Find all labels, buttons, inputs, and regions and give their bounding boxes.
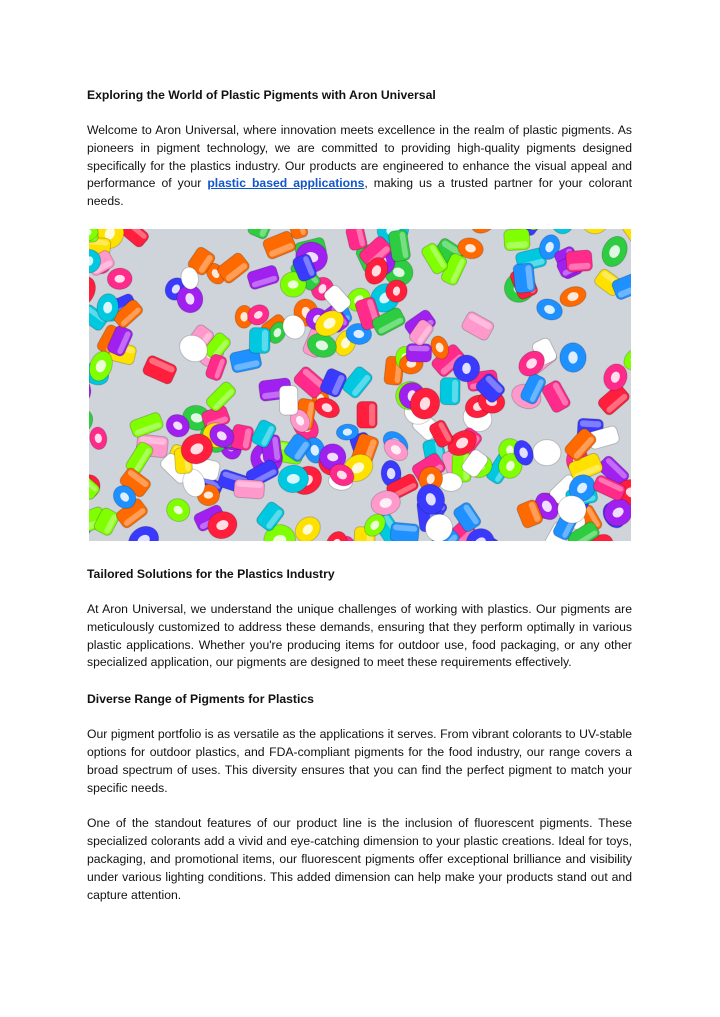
bead — [440, 378, 460, 405]
article-body — [87, 565, 632, 904]
bead — [566, 250, 593, 273]
page-title: Exploring the World of Plastic Pigments with Aron Universal — [87, 88, 436, 102]
document-page — [87, 86, 632, 211]
bead — [390, 522, 420, 541]
intro-paragraph — [87, 122, 632, 211]
plastic-applications-link[interactable]: plastic based applications — [207, 176, 365, 191]
beads-illustration — [89, 229, 631, 541]
section2-paragraph-1: Our pigment portfolio is as versatile as the applications it serves. From vibrant colorants to UV-stable options for outdoor plastics, and FDA-compliant pigments for the food industry, our range covers a broad spectrum of uses. This diversity ensures that you can find the perfect pigment to match your specific needs. — [87, 727, 632, 795]
bead — [560, 343, 587, 373]
intro-text-start: Welcome to Aron Universal, where innovation meets excellence in the realm of plastic pigments. As pioneers in pigment technology, we are committed to providing high-quality pigments designed specifically for the plastics industry. Our products are engineered to enhance the visual appeal and performance of your — [87, 123, 632, 191]
bead — [249, 328, 270, 354]
bead — [504, 229, 531, 251]
section2-heading: Diverse Range of Pigments for Plastics — [87, 692, 314, 707]
section2-paragraph-2: One of the standout features of our product line is the inclusion of fluorescent pigments. These specialized colorants add a vivid and eye-catching dimension to your plastic creations. Ideal for toys, packaging, and promotional items, our fluorescent pigments offer exceptional brilliance and visibility under various lighting conditions. This added dimension can help make your products stand out and capture attention. — [87, 816, 632, 902]
intro-text-end: , making us a trusted partner for your colorant needs. — [87, 176, 632, 209]
bead — [532, 439, 561, 466]
bead — [513, 263, 536, 294]
bead — [234, 479, 265, 499]
section1-paragraph: At Aron Universal, we understand the unique challenges of working with plastics. Our pigments are meticulously customized to address these demands, ensuring that they perform optimally in various plastic applications. Whether you're producing items for outdoor use, food packaging, or any other specialized application, our pigments are designed to meet these requirements effectively. — [87, 602, 632, 670]
bead — [406, 344, 431, 362]
plastic-beads-photo — [89, 229, 631, 541]
bead — [453, 355, 480, 383]
bead — [357, 401, 377, 428]
section1-heading: Tailored Solutions for the Plastics Industry — [87, 567, 335, 581]
bead — [279, 385, 298, 415]
